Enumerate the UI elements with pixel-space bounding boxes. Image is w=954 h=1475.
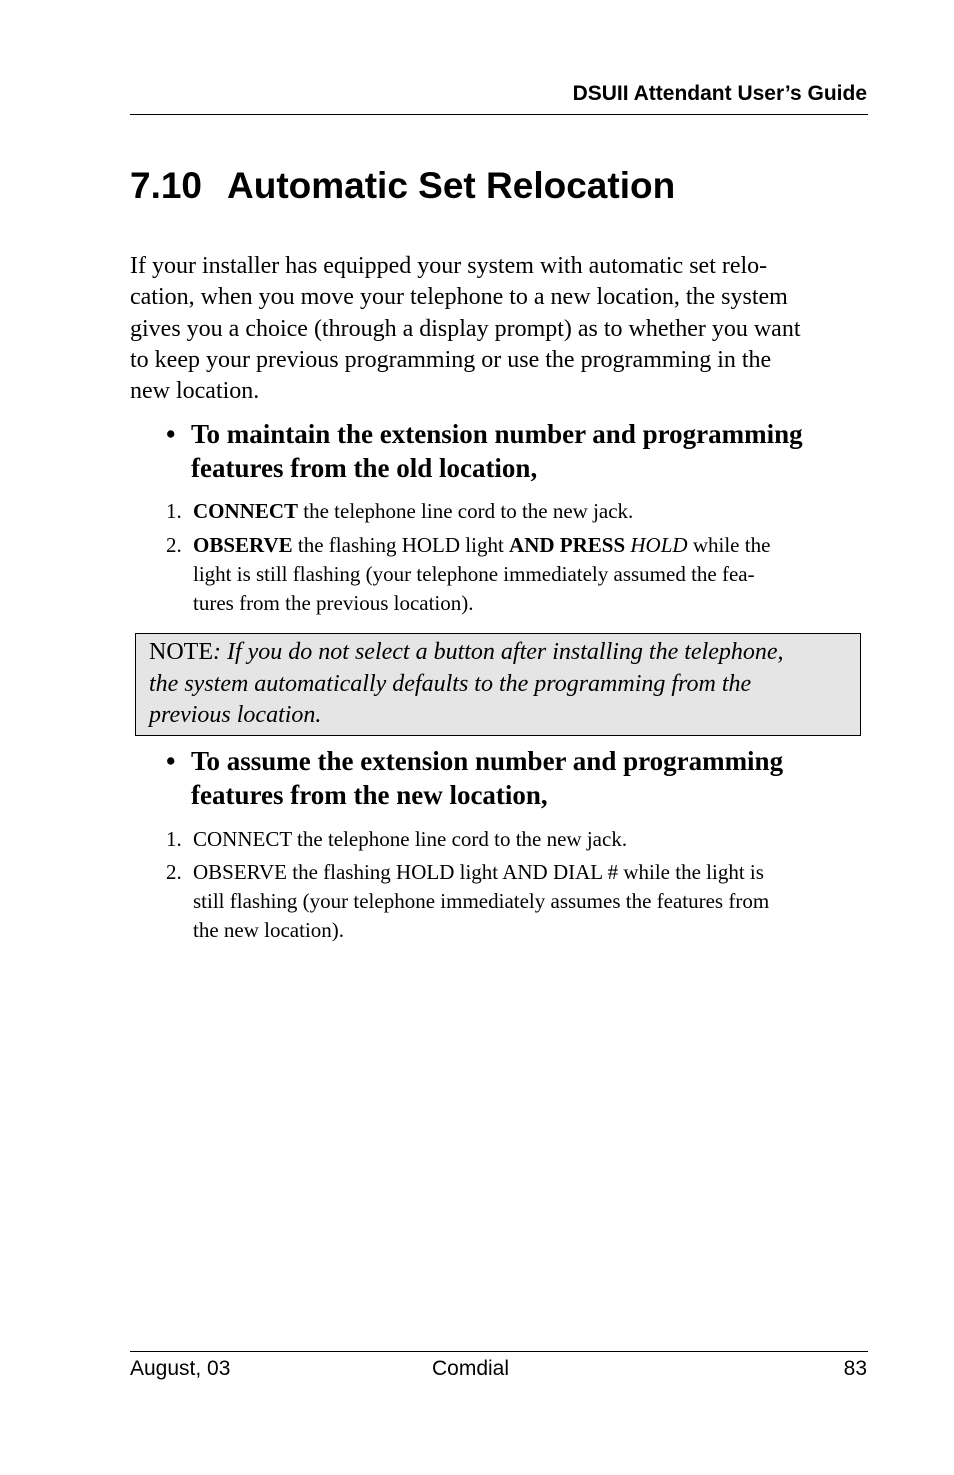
intro-line: new location. xyxy=(130,378,260,405)
note-label: NOTE xyxy=(149,639,213,665)
step-text: the telephone line cord to the new jack. xyxy=(298,499,634,523)
page-number: 83 xyxy=(843,1357,867,1380)
procedure-heading-line: To maintain the extension number and programming xyxy=(191,419,803,449)
footer-date: August, 03 xyxy=(130,1357,231,1380)
step-text: CONNECT the telephone line cord to the new jack. xyxy=(193,827,628,851)
step-number: 1. xyxy=(166,499,182,523)
procedure-heading-new-location xyxy=(166,744,868,812)
step-text: the new location). xyxy=(193,918,345,942)
step-number: 2. xyxy=(166,533,182,557)
note-text: the system automatically defaults to the programming from the xyxy=(149,670,752,697)
step-observe-new xyxy=(166,858,868,945)
intro-line: to keep your previous programming or use the programming in the xyxy=(130,346,772,373)
footer-company: Comdial xyxy=(432,1357,510,1380)
procedure-heading-line: features from the new location, xyxy=(191,780,548,810)
step-text: still flashing (your telephone immediately assumes the features from xyxy=(193,889,770,913)
footer-rule xyxy=(130,1351,868,1352)
step-observe-old xyxy=(166,531,868,618)
intro-line: cation, when you move your telephone to a new location, the system xyxy=(130,284,788,311)
step-connect-new xyxy=(166,825,868,854)
step-number: 1. xyxy=(166,827,182,851)
section-number: 7.10 xyxy=(130,165,203,206)
step-connect-old xyxy=(166,497,868,526)
step-keyword: CONNECT xyxy=(193,499,299,523)
step-text: the flashing HOLD light xyxy=(292,533,510,557)
step-text: light is still flashing (your telephone immediately assumed the fea- xyxy=(193,562,755,586)
note-text: : If you do not select a button after installing the telephone, xyxy=(212,639,784,665)
step-text: while the xyxy=(687,533,771,557)
bullet-icon: • xyxy=(166,419,176,449)
section-heading-text: Automatic Set Relocation xyxy=(227,165,676,206)
procedure-heading-line: features from the old location, xyxy=(191,453,538,483)
intro-line: gives you a choice (through a display prompt) as to whether you want xyxy=(130,315,801,342)
header-rule xyxy=(130,114,868,115)
procedure-heading-old-location xyxy=(166,417,868,485)
note-box xyxy=(135,633,861,736)
step-number: 2. xyxy=(166,860,182,884)
note-text: previous location. xyxy=(149,702,322,728)
section-title xyxy=(130,163,675,209)
procedure-heading-line: To assume the extension number and programming xyxy=(191,746,784,776)
hold-button-name: HOLD xyxy=(630,533,688,557)
step-text: tures from the previous location). xyxy=(193,591,474,615)
intro-paragraph xyxy=(130,251,868,407)
intro-line: If your installer has equipped your system with automatic set relo- xyxy=(130,253,768,279)
step-keyword: OBSERVE xyxy=(193,533,293,557)
step-keyword: AND PRESS xyxy=(509,533,626,557)
step-text: OBSERVE the flashing HOLD light AND DIAL # while the light is xyxy=(193,860,764,884)
bullet-icon: • xyxy=(166,746,176,776)
running-header: DSUII Attendant User’s Guide xyxy=(572,82,867,105)
